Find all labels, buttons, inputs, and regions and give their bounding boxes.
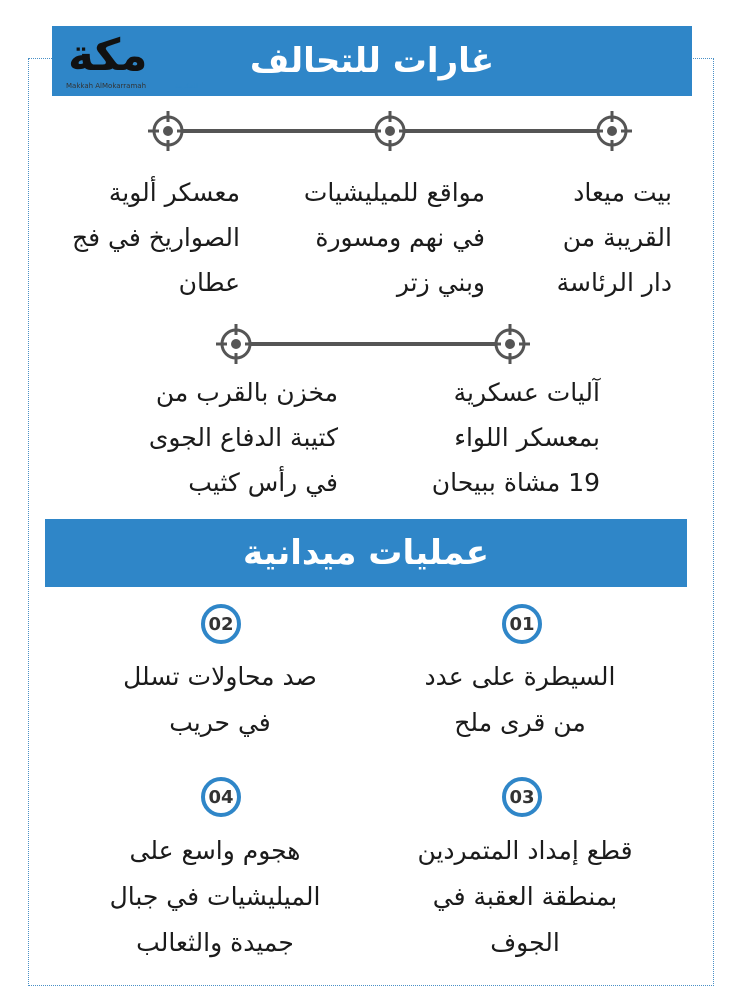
strikes-title: غارات للتحالف (249, 41, 495, 81)
crosshair-icon (592, 111, 632, 151)
crosshair-icon (148, 111, 188, 151)
strike-item-1: بيت ميعاد القريبة من دار الرئاسة (556, 178, 672, 297)
strike-item-4: آليات عسكرية بمعسكر اللواء 19 مشاة ببيحان (431, 378, 600, 497)
field-op-4: هجوم واسع على الميليشيات في جبال جميدة والثعالب (109, 836, 321, 957)
strike-item-5: مخزن بالقرب من كتيبة الدفاع الجوى في رأس كثيب (148, 378, 338, 497)
crosshair-icon (370, 111, 410, 151)
field-op-2: صد محاولات تسلل في حريب (123, 662, 317, 737)
field-ops-banner (45, 519, 687, 587)
crosshair-icon (216, 324, 256, 364)
logo-sub-arabic: المكرمة (174, 82, 198, 90)
strike-item-3: معسكر ألوية الصواريخ في فج عطان (71, 178, 240, 297)
field-op-1: السيطرة على عدد من قرى ملح (424, 662, 616, 737)
logo-sub-latin: Makkah AlMokarramah (66, 82, 147, 90)
logo-text: مكة (68, 30, 148, 81)
field-ops-title: عمليات ميدانية (242, 533, 490, 573)
number-badge-01: 01 (502, 604, 542, 644)
number-badge-04: 04 (201, 777, 241, 817)
field-op-3: قطع إمداد المتمردين بمنطقة العقبة في الجوف (417, 836, 633, 957)
number-badge-02: 02 (201, 604, 241, 644)
strike-item-2: مواقع للميليشيات في نهم ومسورة وبني زتر (303, 178, 485, 297)
crosshair-icon (490, 324, 530, 364)
number-badge-03: 03 (502, 777, 542, 817)
